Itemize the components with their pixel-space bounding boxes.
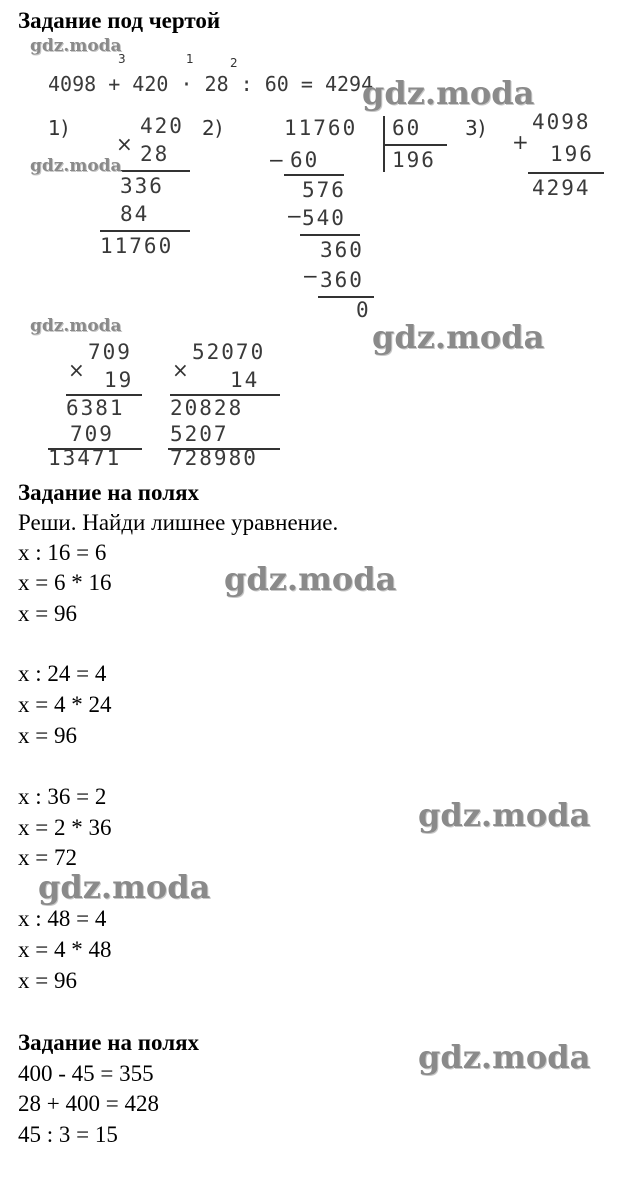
equation-line: x : 16 = 6 bbox=[18, 540, 107, 565]
multiplier: 19 bbox=[104, 368, 134, 392]
step-label: 1) bbox=[48, 116, 69, 140]
calc-line bbox=[385, 144, 447, 146]
step-label: 3) bbox=[465, 116, 486, 140]
watermark: gdz.moda bbox=[418, 796, 591, 834]
calc-line bbox=[528, 172, 604, 174]
division-row: 540 bbox=[302, 206, 346, 230]
equation-line: 400 - 45 = 355 bbox=[18, 1061, 154, 1086]
dividend: 11760 bbox=[284, 116, 358, 140]
minus-sign: − bbox=[302, 264, 319, 288]
section-heading: Задание под чертой bbox=[18, 8, 221, 33]
watermark: gdz.moda bbox=[372, 318, 545, 356]
multiplier: 28 bbox=[140, 142, 170, 166]
watermark: gdz.moda bbox=[38, 868, 211, 906]
equation-line: 28 + 400 = 428 bbox=[18, 1091, 159, 1116]
partial-product: 6381 bbox=[66, 396, 125, 420]
equation-line: x = 2 * 36 bbox=[18, 815, 112, 840]
equation-line: x = 4 * 24 bbox=[18, 692, 112, 717]
addend: 196 bbox=[550, 142, 594, 166]
equation-line: x = 72 bbox=[18, 845, 77, 870]
equation-line: x = 96 bbox=[18, 601, 77, 626]
equation-line: x = 96 bbox=[18, 968, 77, 993]
order-mark: 2 bbox=[230, 56, 238, 70]
multiplier: 14 bbox=[230, 368, 260, 392]
handwritten-expression: 4098 + 420 · 28 : 60 = 4294 bbox=[48, 72, 374, 96]
product-result: 728980 bbox=[170, 446, 258, 470]
equation-line: x = 96 bbox=[18, 723, 77, 748]
watermark: gdz.moda bbox=[224, 560, 397, 598]
multiply-sign: × bbox=[172, 358, 189, 382]
order-mark: 3 bbox=[118, 52, 126, 66]
division-row: 360 bbox=[320, 268, 364, 292]
watermark: gdz.moda bbox=[418, 1038, 591, 1076]
watermark: gdz.moda bbox=[30, 156, 122, 176]
section-heading: Задание на полях bbox=[18, 1030, 200, 1055]
calc-line bbox=[118, 170, 190, 172]
product-result: 13471 bbox=[48, 446, 122, 470]
multiplicand: 420 bbox=[140, 114, 184, 138]
equation-line: x = 4 * 48 bbox=[18, 937, 112, 962]
divisor: 60 bbox=[392, 116, 422, 140]
calc-line bbox=[284, 174, 344, 176]
partial-product: 84 bbox=[120, 202, 150, 226]
multiply-sign: × bbox=[116, 132, 133, 156]
watermark: gdz.moda bbox=[30, 316, 122, 336]
sum-result: 4294 bbox=[532, 176, 591, 200]
partial-product: 709 bbox=[70, 422, 114, 446]
minus-sign: − bbox=[268, 148, 285, 172]
calc-line bbox=[300, 234, 360, 236]
quotient: 196 bbox=[392, 148, 436, 172]
equation-line: x = 6 * 16 bbox=[18, 570, 112, 595]
partial-product: 20828 bbox=[170, 396, 244, 420]
calc-line bbox=[100, 230, 190, 232]
division-row: 576 bbox=[302, 178, 346, 202]
multiplicand: 709 bbox=[88, 340, 132, 364]
watermark: gdz.moda bbox=[30, 36, 122, 56]
section-heading: Задание на полях bbox=[18, 480, 200, 505]
division-row: 60 bbox=[290, 148, 320, 172]
partial-product: 336 bbox=[120, 174, 164, 198]
watermark: gdz.moda bbox=[362, 74, 535, 112]
task-instruction: Реши. Найди лишнее уравнение. bbox=[18, 510, 339, 535]
multiplicand: 52070 bbox=[192, 340, 266, 364]
product-result: 11760 bbox=[100, 234, 174, 258]
step-label: 2) bbox=[202, 116, 223, 140]
minus-sign: − bbox=[286, 204, 303, 228]
equation-line: x : 36 = 2 bbox=[18, 784, 107, 809]
partial-product: 5207 bbox=[170, 422, 229, 446]
addend: 4098 bbox=[532, 110, 591, 134]
division-row: 360 bbox=[320, 238, 364, 262]
plus-sign: + bbox=[512, 130, 529, 154]
order-mark: 1 bbox=[186, 52, 194, 66]
equation-line: 45 : 3 = 15 bbox=[18, 1122, 118, 1147]
multiply-sign: × bbox=[68, 358, 85, 382]
equation-line: x : 24 = 4 bbox=[18, 661, 107, 686]
division-remainder: 0 bbox=[356, 298, 371, 322]
equation-line: x : 48 = 4 bbox=[18, 906, 107, 931]
